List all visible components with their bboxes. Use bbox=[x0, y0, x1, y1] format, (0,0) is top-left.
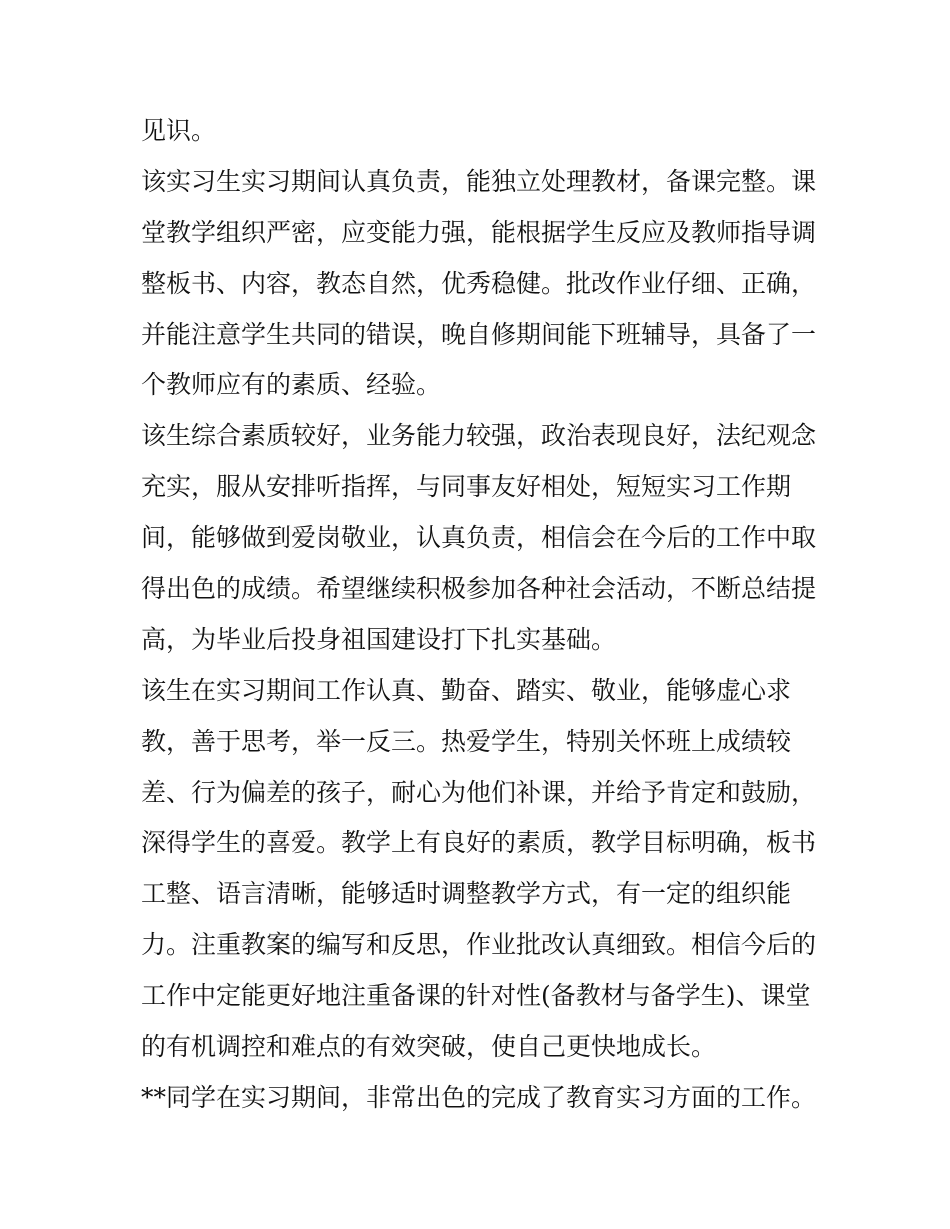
text-line: 个教师应有的素质、经验。 bbox=[141, 370, 442, 400]
text-line: 深得学生的喜爱。教学上有良好的素质，教学目标明确，板书 bbox=[141, 828, 817, 858]
text-line: 该生综合素质较好，业务能力较强，政治表现良好，法纪观念 bbox=[141, 421, 817, 451]
text-line: 堂教学组织严密，应变能力强，能根据学生反应及教师指导调 bbox=[141, 217, 817, 247]
text-line: 间，能够做到爱岗敬业，认真负责，相信会在今后的工作中取 bbox=[141, 523, 817, 553]
text-line: 见识。 bbox=[141, 116, 217, 145]
text-line: 整板书、内容，教态自然，优秀稳健。批改作业仔细、正确， bbox=[141, 268, 817, 298]
text-line: 得出色的成绩。希望继续积极参加各种社会活动，不断总结提 bbox=[141, 574, 817, 604]
text-line: 该实习生实习期间认真负责，能独立处理教材，备课完整。课 bbox=[141, 166, 817, 196]
text-line: 高，为毕业后投身祖国建设打下扎实基础。 bbox=[141, 624, 617, 654]
text-line: 该生在实习期间工作认真、勤奋、踏实、敬业，能够虚心求 bbox=[141, 675, 792, 705]
text-line: 教，善于思考，举一反三。热爱学生，特别关怀班上成绩较 bbox=[141, 726, 792, 756]
text-line: 力。注重教案的编写和反思，作业批改认真细致。相信今后的 bbox=[141, 930, 817, 960]
document-body bbox=[141, 106, 821, 1124]
text-line: 工整、语言清晰，能够适时调整教学方式，有一定的组织能 bbox=[141, 879, 792, 909]
text-line: 充实，服从安排听指挥，与同事友好相处，短短实习工作期 bbox=[141, 472, 792, 502]
text-line: **同学在实习期间，非常出色的完成了教育实习方面的工作。 bbox=[141, 1082, 817, 1112]
text-line: 的有机调控和难点的有效突破，使自己更快地成长。 bbox=[141, 1032, 717, 1062]
text-line: 并能注意学生共同的错误，晚自修期间能下班辅导，具备了一 bbox=[141, 319, 817, 349]
text-line: 差、行为偏差的孩子，耐心为他们补课，并给予肯定和鼓励， bbox=[141, 777, 817, 807]
text-line: 工作中定能更好地注重备课的针对性(备教材与备学生)、课堂 bbox=[141, 981, 811, 1011]
